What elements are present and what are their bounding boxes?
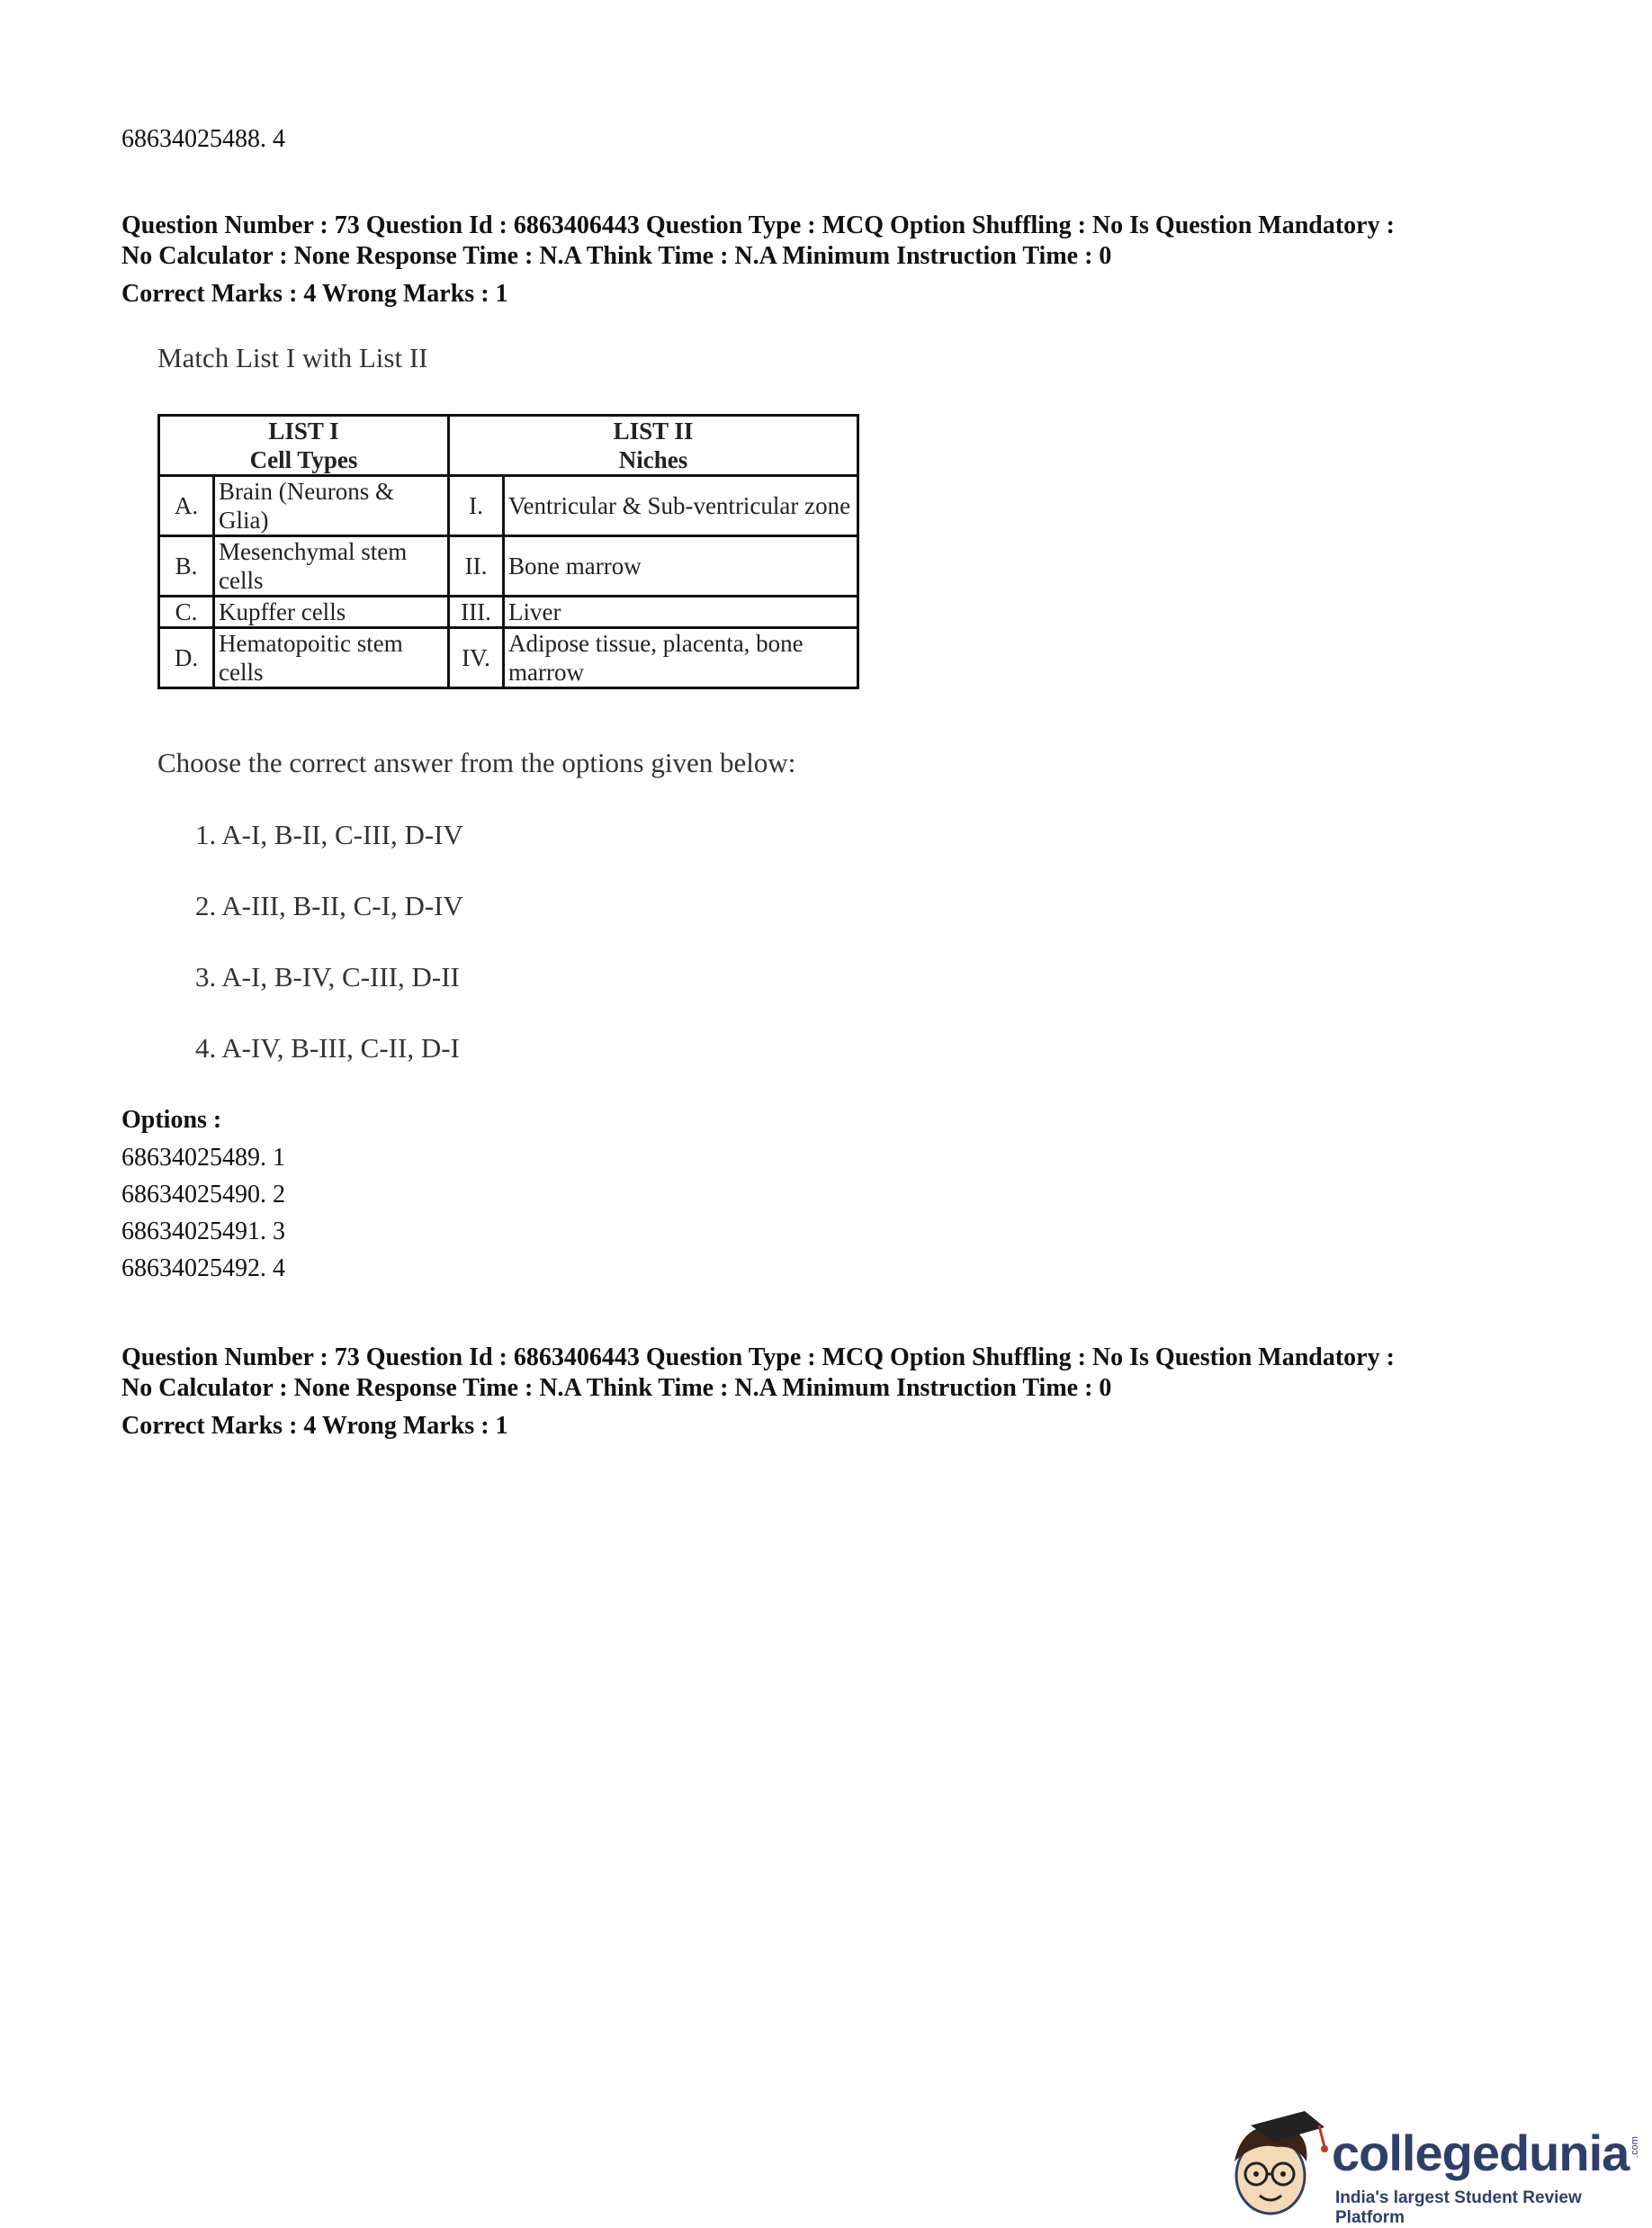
previous-option-line: 68634025488. 4	[121, 125, 285, 153]
option-2: 68634025490. 2	[121, 1181, 285, 1208]
question-header-2-line-2: No Calculator : None Response Time : N.A Think Time : N.A Minimum Instruction Time : 0	[121, 1374, 1112, 1402]
choice-4: 4. A-IV, B-III, C-II, D-I	[195, 1032, 460, 1064]
choice-1: 1. A-I, B-II, C-III, D-IV	[195, 819, 463, 850]
question-title: Match List I with List II	[157, 342, 428, 373]
table-row: A. Brain (Neurons & Glia) I. Ventricular & Sub-ventricular zone	[159, 476, 858, 536]
mascot-icon	[1224, 2106, 1332, 2223]
table-row: B. Mesenchymal stem cells II. Bone marrow	[159, 536, 858, 597]
list1-header: LIST I Cell Types	[159, 416, 449, 476]
question-marks-line-2: Correct Marks : 4 Wrong Marks : 1	[121, 1412, 508, 1440]
table-row: D. Hematopoitic stem cells IV. Adipose tissue, placenta, bone marrow	[159, 628, 858, 688]
choice-3: 3. A-I, B-IV, C-III, D-II	[195, 961, 460, 993]
choose-instruction: Choose the correct answer from the options given below:	[157, 747, 796, 778]
option-3: 68634025491. 3	[121, 1217, 285, 1245]
choice-2: 2. A-III, B-II, C-I, D-IV	[195, 890, 463, 921]
logo-tagline: India's largest Student Review Platform	[1335, 2188, 1582, 2227]
options-label: Options :	[121, 1106, 222, 1134]
option-1: 68634025489. 1	[121, 1144, 285, 1172]
logo-wordmark: collegedunia	[1332, 2125, 1630, 2181]
option-4: 68634025492. 4	[121, 1254, 285, 1282]
question-header-line-2: No Calculator : None Response Time : N.A Think Time : N.A Minimum Instruction Time : 0	[121, 242, 1112, 270]
table-row: C. Kupffer cells III. Liver	[159, 597, 858, 628]
question-marks-line: Correct Marks : 4 Wrong Marks : 1	[121, 280, 508, 308]
question-header-line-1: Question Number : 73 Question Id : 6863406443 Question Type : MCQ Option Shuffling : No Is Question Mandatory :	[121, 211, 1395, 239]
list2-header: LIST II Niches	[449, 416, 858, 476]
match-table	[157, 414, 859, 689]
logo-suffix: .com	[1629, 2136, 1640, 2158]
question-header-2-line-1: Question Number : 73 Question Id : 6863406443 Question Type : MCQ Option Shuffling : No Is Question Mandatory :	[121, 1343, 1395, 1371]
collegedunia-logo	[1224, 2106, 1647, 2227]
